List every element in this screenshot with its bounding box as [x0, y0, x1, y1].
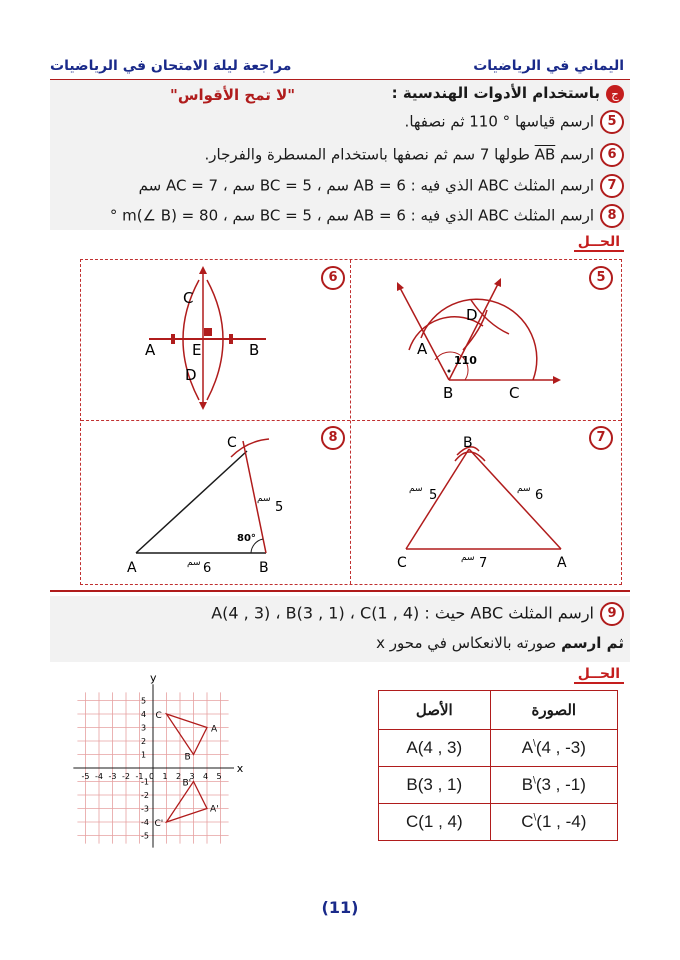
y-tick-label: 5 — [141, 696, 147, 706]
x-tick-label: -1 — [135, 772, 144, 781]
section-note: "لا تمح الأقواس" — [170, 86, 296, 104]
question-number: 8 — [600, 204, 624, 228]
question-text: طولها 7 سم ثم نصفها باستخدام المسطرة والفرجار. — [204, 145, 530, 164]
image-coords: (3 , -1) — [535, 775, 586, 794]
label-A: A — [417, 340, 428, 358]
construction-number: 6 — [321, 266, 345, 290]
page-number: (11) — [321, 898, 359, 917]
y-tick-label: -5 — [141, 831, 149, 841]
question-9-line2 — [376, 634, 624, 652]
constructions-grid — [80, 259, 622, 585]
question-number: 6 — [600, 143, 624, 167]
question-text: ارسم قياسها ° 110 ثم نصفها. — [404, 112, 594, 131]
table-header-image: الصورة — [490, 691, 617, 730]
triangles — [155, 711, 219, 829]
label-C: C — [227, 435, 237, 451]
y-tick-label: -2 — [141, 791, 149, 800]
unit-label: سم — [187, 558, 201, 568]
construction-number: 7 — [589, 426, 613, 450]
y-tick-label: 4 — [141, 710, 147, 719]
section-title: باستخدام الأدوات الهندسية : — [391, 84, 600, 102]
question-text: ارسم المثلث ABC الذي فيه : AB = 6 سم ، BC = 5 سم ، AC = 7 سم — [138, 176, 594, 195]
solution-label: الحــل — [574, 666, 624, 684]
construction-number: 5 — [589, 266, 613, 290]
side-ab: 6 — [535, 488, 544, 503]
point-label: C' — [154, 819, 164, 829]
y-tick-label: -1 — [141, 777, 149, 787]
point-label: A' — [210, 804, 219, 815]
side-bc: 5 — [429, 488, 438, 503]
unit-label: سم — [409, 484, 423, 494]
label-C: C — [397, 555, 407, 571]
segment-label: $\overline{AB}$ — [534, 145, 556, 164]
y-tick-label: -4 — [141, 818, 149, 827]
side-ca: 7 — [479, 556, 488, 571]
angle-bisector-figure — [351, 260, 619, 420]
orig-cell: A(4 , 3) — [379, 730, 491, 767]
y-tick-label: -3 — [141, 804, 149, 814]
image-letter: A — [521, 738, 534, 757]
side-ab: 6 — [203, 561, 212, 576]
label-A: A — [557, 555, 567, 571]
question-number: 5 — [600, 110, 624, 134]
label-B: B — [249, 341, 260, 359]
section-icon: ج — [606, 85, 624, 103]
image-coords: (1 , -4) — [536, 812, 587, 831]
question-text-bold: ثم ارسم — [561, 634, 624, 652]
x-tick-label: 5 — [216, 772, 222, 781]
point-label: B — [184, 752, 191, 763]
point-label: B' — [182, 778, 192, 789]
triangle-sas-figure — [81, 421, 349, 583]
image-letter: B — [521, 775, 534, 794]
section-title-line — [392, 84, 624, 103]
table-row — [379, 730, 618, 767]
angle-label: 80° — [237, 533, 256, 544]
y-tick-label: 2 — [141, 737, 147, 746]
label-A: A — [145, 341, 156, 359]
x-tick-label: 0 — [149, 772, 155, 781]
orig-cell: C(1 , 4) — [379, 804, 491, 841]
side-bc: 5 — [275, 500, 284, 515]
x-tick-label: 1 — [162, 772, 168, 781]
header-title-right: اليماني في الرياضيات — [473, 58, 624, 74]
label-D: D — [466, 306, 478, 324]
unit-label: سم — [257, 494, 271, 504]
coordinate-graph — [68, 664, 258, 854]
label-B: B — [443, 384, 454, 402]
question-6 — [204, 143, 624, 167]
label-C: C — [183, 289, 194, 307]
question-number: 9 — [600, 602, 624, 626]
image-letter: C — [521, 812, 534, 831]
label-D: D — [185, 366, 197, 384]
table-row — [379, 804, 618, 841]
orig-cell: B(3 , 1) — [379, 767, 491, 804]
table-row — [379, 767, 618, 804]
solution-label: الحــل — [574, 234, 624, 252]
table-header-orig: الأصل — [379, 691, 491, 730]
question-7 — [139, 174, 624, 198]
x-tick-label: -3 — [108, 772, 117, 781]
label-A: A — [127, 560, 137, 576]
x-tick-label: 2 — [176, 772, 182, 781]
point-label: C — [155, 711, 162, 721]
y-axis-label: y — [150, 671, 157, 685]
label-C: C — [509, 384, 520, 402]
x-tick-label: 4 — [203, 772, 209, 781]
image-cell: A\(4 , -3) — [490, 730, 617, 767]
question-9 — [211, 602, 624, 626]
angle-label: 110 — [454, 354, 477, 367]
question-5 — [405, 110, 624, 134]
x-tick-label: -4 — [95, 772, 103, 781]
x-tick-label: -5 — [81, 772, 90, 781]
x-tick-label: -2 — [122, 772, 130, 781]
x-axis-label: x — [236, 762, 244, 775]
question-text: ارسم المثلث ABC حيث : A(4 , 3) ، B(3 , 1) ، C(1 , 4) — [211, 603, 594, 623]
y-tick-label: 1 — [141, 750, 147, 760]
section-divider — [50, 590, 630, 592]
triangle-sss-figure — [351, 421, 619, 583]
header-title-left: مراجعة ليلة الامتحان في الرياضيات — [50, 58, 292, 74]
image-cell: C\(1 , -4) — [490, 804, 617, 841]
x-tick-label: 3 — [189, 772, 195, 781]
point-label: A — [211, 724, 218, 735]
reflection-table — [378, 690, 618, 841]
label-E: E — [192, 341, 202, 359]
question-text: ارسم المثلث ABC الذي فيه : AB = 6 سم ، BC = 5 سم ، m(∠ B) = 80 ° — [109, 206, 594, 225]
question-8 — [110, 204, 624, 228]
label-B: B — [463, 435, 473, 451]
unit-label: سم — [517, 484, 531, 494]
unit-label: سم — [461, 553, 475, 563]
question-number: 7 — [600, 174, 624, 198]
question-text: ارسم — [560, 145, 594, 164]
label-B: B — [259, 560, 269, 576]
image-cell: B\(3 , -1) — [490, 767, 617, 804]
question-text: صورته بالانعكاس في محور x — [376, 634, 557, 652]
construction-number: 8 — [321, 426, 345, 450]
original-triangle — [167, 714, 208, 755]
y-tick-label: 3 — [141, 723, 147, 733]
image-coords: (4 , -3) — [535, 738, 586, 757]
perpendicular-bisector-figure — [81, 260, 349, 420]
